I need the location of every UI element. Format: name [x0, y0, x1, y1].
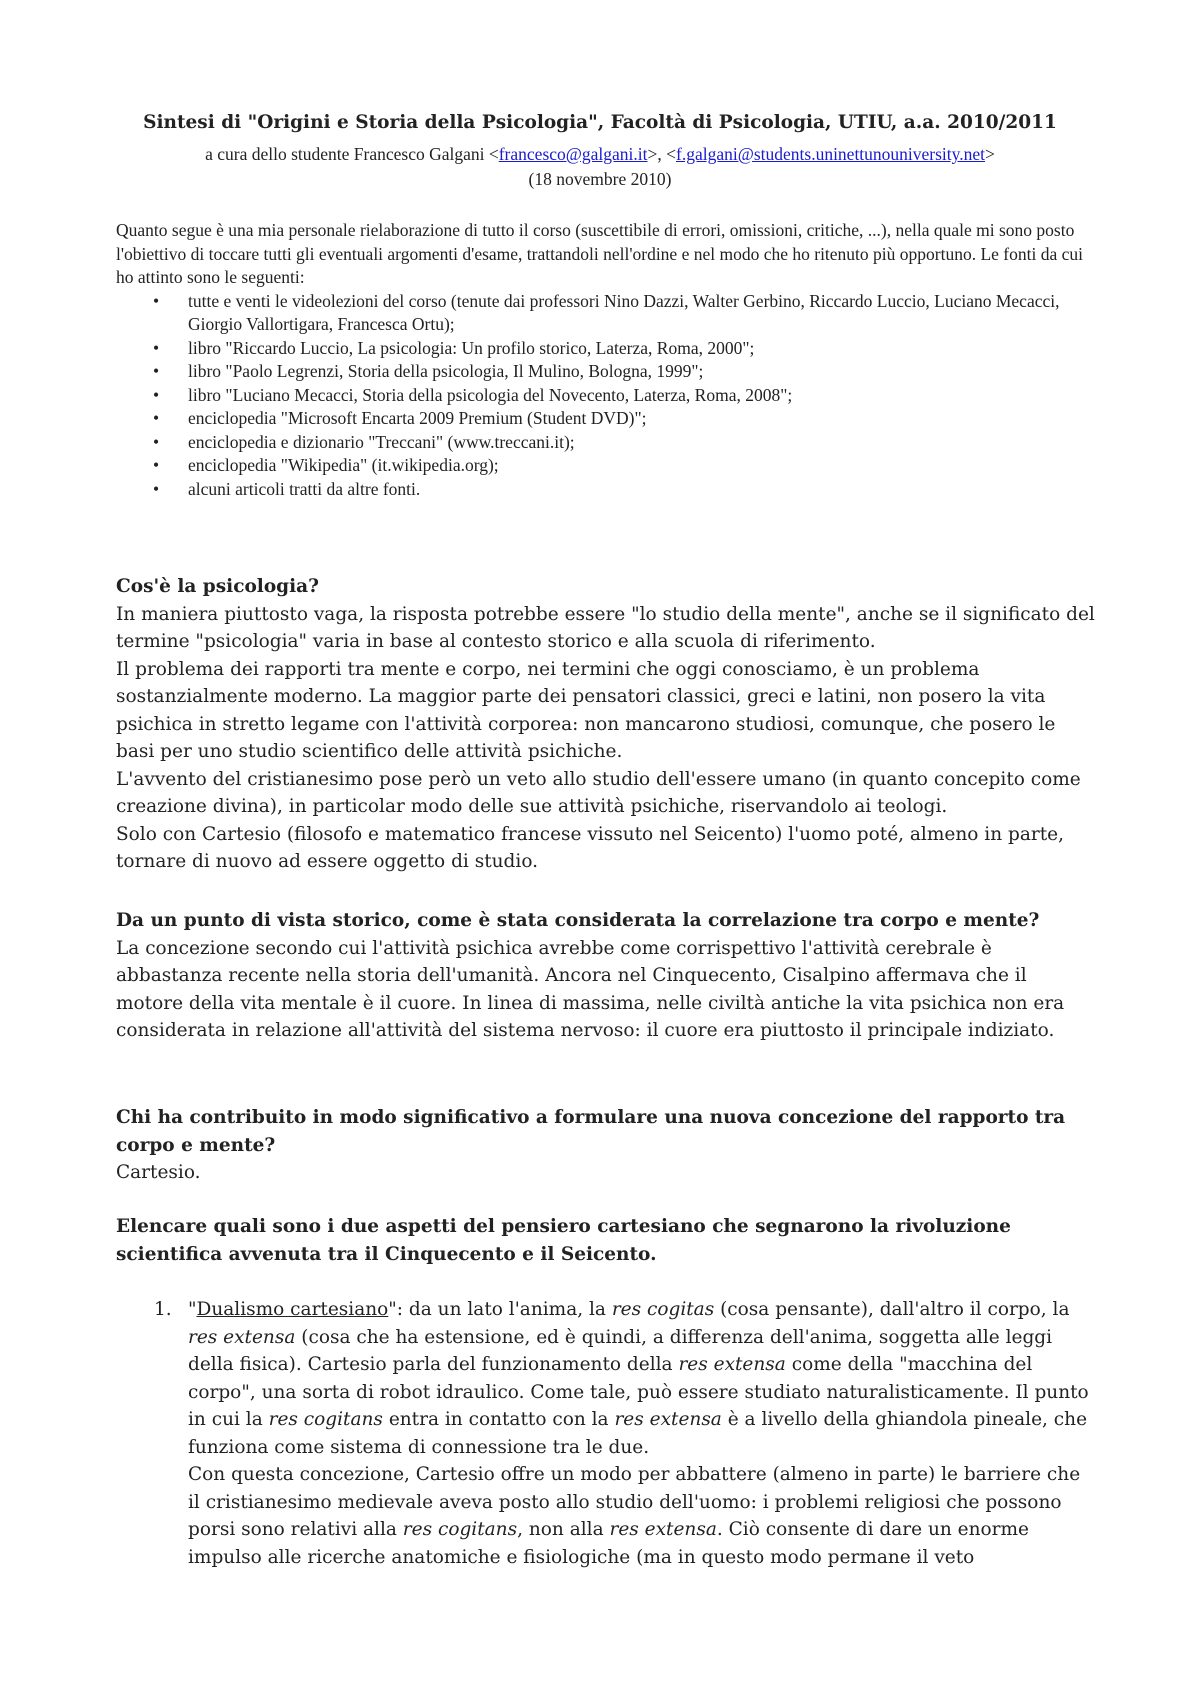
list-item [116, 290, 1096, 337]
text-run: (cosa che ha estensione, ed è quindi, a differenza dell'anima, soggetta alle leggi della fisica). Cartesio parla del funzionamento della [188, 1326, 1053, 1375]
intro-paragraph: Quanto segue è una mia personale rielaborazione di tutto il corso (suscettibile di errori, omissioni, critiche, ...), nella quale mi sono posto l'obiettivo di toccare tutti gli eventuali argomenti d'esame, trattandoli nell'ordine e nel modo che ho ritenuto più opportuno. Le fonti da cui ho attinto sono le seguenti: [116, 220, 1084, 287]
text-run: , non alla [517, 1519, 610, 1540]
text-run: . Ciò consente di dare un enorme impulso alle ricerche anatomiche e fisiologiche (ma in questo modo permane il veto [188, 1519, 1029, 1568]
bullet-icon: • [153, 431, 160, 452]
text-run: è a livello della ghiandola pineale, che funziona come sistema di connessione tra le due. [188, 1409, 1088, 1458]
source-text: libro "Riccardo Luccio, La psicologia: Un profilo storico, Laterza, Roma, 2000"; [188, 337, 755, 358]
section-heading: Chi ha contribuito in modo significativo a formulare una nuova concezione del rapporto tra corpo e mente? [116, 1107, 1066, 1156]
document-title: Sintesi di "Origini e Storia della Psicologia", Facoltà di Psicologia, UTIU, a.a. 2010/2011 [143, 112, 1057, 133]
list-paragraph [188, 1461, 1096, 1571]
document-date: (18 novembre 2010) [528, 169, 672, 189]
list-item [116, 454, 1096, 478]
text-run: Con questa concezione, Cartesio offre un modo per abbattere (almeno in parte) le barriere che il cristianesimo medievale aveva posto allo studio dell'uomo: i problemi religiosi che possono porsi sono relativi alla [188, 1464, 1081, 1540]
source-text: tutte e venti le videolezioni del corso (tenute dai professori Nino Dazzi, Walter Gerbino, Riccardo Luccio, Luciano Mecacci, Giorgio Vallortigara, Francesca Ortu); [188, 290, 1060, 334]
latin-term: res extensa [614, 1409, 722, 1430]
email-link-personal[interactable]: francesco@galgani.it [498, 144, 648, 164]
section-cartesian-aspects [116, 1213, 1096, 1268]
list-item [116, 337, 1096, 361]
section-paragraph: La concezione secondo cui l'attività psichica avrebbe come corrispettivo l'attività cerebrale è abbastanza recente nella storia dell'umanità. Ancora nel Cinquecento, Cisalpino affermava che il motore della vita mentale è il cuore. In linea di massima, nelle civiltà antiche la vita psichica non era considerata in relazione all'attività del sistema nervoso: il cuore era piuttosto il principale indiziato. [116, 937, 1065, 1041]
bullet-icon: • [153, 384, 160, 405]
source-text: enciclopedia "Wikipedia" (it.wikipedia.org); [188, 455, 499, 475]
latin-term: res extensa [678, 1354, 786, 1375]
list-item [116, 407, 1096, 431]
latin-term: res cogitas [611, 1299, 715, 1320]
author-line [0, 144, 1200, 165]
bullet-icon: • [153, 408, 160, 428]
email-link-student[interactable]: f.galgani@students.uninettunouniversity.net [676, 144, 986, 164]
author-prefix: a cura dello studente Francesco Galgani < [205, 144, 499, 164]
section-paragraph: Solo con Cartesio (filosofo e matematico francese vissuto nel Seicento) l'uomo poté, almeno in parte, tornare di nuovo ad essere oggetto di studio. [116, 823, 1064, 872]
latin-term: res extensa [188, 1326, 296, 1348]
latin-term: res cogitans [402, 1519, 518, 1540]
numbered-list [116, 1296, 1096, 1571]
latin-term: res extensa [609, 1519, 717, 1540]
source-text: enciclopedia "Microsoft Encarta 2009 Premium (Student DVD)"; [188, 408, 647, 428]
list-item [116, 1296, 1096, 1571]
list-item [116, 360, 1096, 384]
source-text: libro "Paolo Legrenzi, Storia della psicologia, Il Mulino, Bologna, 1999"; [188, 361, 704, 381]
bullet-icon: • [153, 455, 160, 475]
text-run: entra in contatto con la [382, 1409, 615, 1430]
list-paragraph [188, 1296, 1096, 1461]
list-number: 1. [154, 1299, 172, 1320]
section-paragraph: Il problema dei rapporti tra mente e corpo, nei termini che oggi conosciamo, è un problema sostanzialmente moderno. La maggior parte dei pensatori classici, greci e latini, non posero la vita psichica in stretto legame con l'attività corporea: non mancarono studiosi, comunque, che posero le basi per uno studio scientifico delle attività psichiche. [116, 658, 1056, 762]
email-separator: >, < [647, 144, 676, 164]
section-paragraph: Cartesio. [116, 1162, 201, 1183]
intro-block [116, 219, 1096, 501]
text-run: " [188, 1299, 197, 1320]
list-item [116, 431, 1096, 455]
bullet-icon: • [153, 337, 160, 358]
list-item [116, 384, 1096, 408]
section-heading: Elencare quali sono i due aspetti del pensiero cartesiano che segnarono la rivoluzione scientifica avvenuta tra il Cinquecento e il Seicento. [116, 1216, 1011, 1265]
list-item-content [188, 1296, 1096, 1571]
section-what-is-psychology [116, 573, 1096, 876]
latin-term: res cogitans [268, 1409, 383, 1430]
text-run: ": da un lato l'anima, la [388, 1299, 612, 1320]
section-heading: Da un punto di vista storico, come è stata considerata la correlazione tra corpo e mente? [116, 910, 1040, 931]
section-heading: Cos'è la psicologia? [116, 576, 319, 597]
dualism-term: Dualismo cartesiano [196, 1299, 389, 1320]
section-body-mind-history [116, 907, 1096, 1045]
section-paragraph: L'avvento del cristianesimo pose però un veto allo studio dell'essere umano (in quanto concepito come creazione divina), in particolar modo delle sue attività psichiche, riservandolo ai teologi. [116, 768, 1081, 817]
source-text: enciclopedia e dizionario "Treccani" (www.treccani.it); [188, 431, 575, 452]
section-paragraph: In maniera piuttosto vaga, la risposta potrebbe essere "lo studio della mente", anche se il significato del termine "psicologia" varia in base al contesto storico e alla scuola di riferimento. [116, 603, 1095, 652]
author-suffix: > [985, 144, 995, 164]
list-item [116, 478, 1096, 502]
text-run: (cosa pensante), dall'altro il corpo, la [714, 1299, 1070, 1320]
bullet-icon: • [153, 361, 160, 381]
section-new-conception [116, 1104, 1096, 1187]
bullet-icon: • [153, 478, 160, 499]
source-text: alcuni articoli tratti da altre fonti. [188, 478, 421, 499]
source-text: libro "Luciano Mecacci, Storia della psicologia del Novecento, Laterza, Roma, 2008"; [188, 384, 793, 405]
sources-list [116, 290, 1096, 502]
bullet-icon: • [153, 290, 160, 311]
text-run: come della "macchina del corpo", una sorta di robot idraulico. Come tale, può essere studiato naturalisticamente. Il punto in cui la [188, 1354, 1089, 1430]
